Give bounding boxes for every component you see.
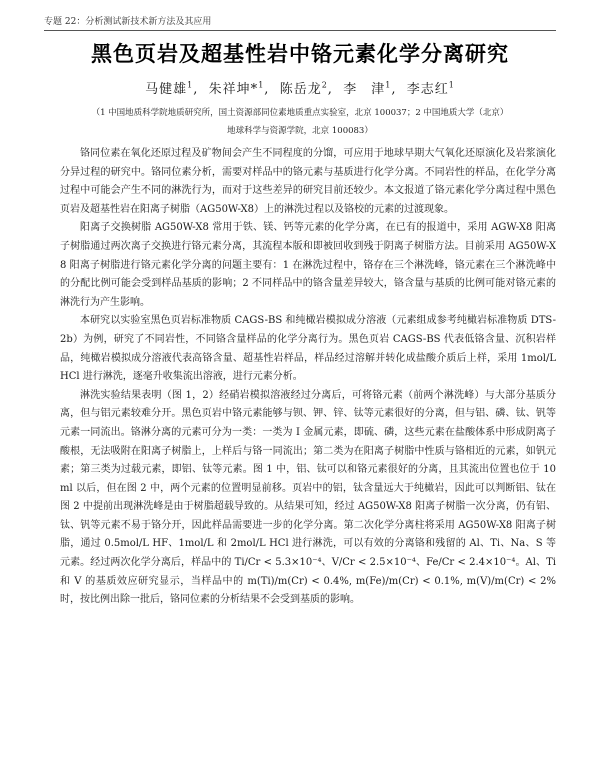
author: 马健雄$^1$ — [145, 80, 194, 97]
body-paragraph: 淋洗实验结果表明（图 1，2）经硝岩模拟溶液经过分离后，可将铬元素（前两个淋洗峰）与大部分基质分离，但与铝元素较难分开。黑色页岩中铬元素能够与钡、钾、锌、钛等元素很好的分离，但与铝、磷、钛、钒等元素一同流出。铬淋分离的元素可分为一类：一类为 I 金属元素，即硫、磷，这些元素在盐酸体系中形成阴离子酸根，无法吸附在阳离子树脂上，上样后与铬一同流出；第二类为在阳离子树脂中性质与铬相近的元素，如钒元素；第三类为过载元素，即铝、钛等元素。图 1 中，铝、钛可以和铬元素很好的分离，且其流出位置也位于 10ml 以后，但在图 2 中，两个元素的位置明显前移。页岩中的铝，钛含量远大于纯橄岩，因此可以判断铝、钛在图 2 中提前出现淋洗峰是由于树脂超载导致的。从结果可知，经过 AG50W-X8 阳离子树脂一次分离，仍有铝、钛、钒等元素不易于铬分开，因此样品需要进一步的化学分离。第二次化学分离柱将采用 AG50W-X8 阳离子树脂，通过 0.5mol/L HF、1mol/L 和 2mol/L HCl 进行淋洗，可以有效的分离铬和残留的 Al、Ti、Na、S 等元素。经过两次化学分离后，样品中的 Ti/Cr < 5.3×10⁻⁴、V/Cr < 2.5×10⁻⁴、Fe/Cr < 2.4×10⁻⁴。Al、Ti 和 V 的基质效应研究显示，当样品中的 m(Ti)/m(Cr) < 0.4%, m(Fe)/m(Cr) < 0.1%, m(V)/m(Cr) < 2%时，按比例出除一批后，铬同位素的分析结果不会受到基质的影响。 — [60, 389, 556, 606]
author: 朱祥坤*$^1$ — [208, 80, 265, 97]
body-paragraph: 铬同位素在氧化还原过程及矿物间会产生不同程度的分馏，可应用于地球早期大气氧化还原演化及岩浆演化分异过程的研究中。铬同位素分析，需要对样品中的铬元素与基质进行化学分离。不同岩性的样品，在化学分离过程中可能会产生不同的淋洗行为，而对于这些差异的研究目前还较少。本文报道了铬元素化学分离过程中黑色页岩及超基性岩在阳离子树脂（AG50W-X8）上的淋洗过程以及铬校的元素的过渡现象。 — [60, 148, 556, 215]
running-header: 专题 22：分析测试新技术新方法及其应用 — [44, 14, 556, 31]
paper-title: 黑色页岩及超基性岩中铬元素化学分离研究 — [91, 42, 509, 66]
author: 李志红$^1$ — [406, 80, 455, 97]
affiliation-line-2: 地球科学与资源学院，北京 100083） — [227, 126, 373, 136]
paper-body — [60, 145, 556, 610]
author-list: 马健雄$^1$, 朱祥坤*$^1$, 陈岳龙$^2$, 李 津$^1$, 李志红$^1$ — [145, 80, 455, 97]
body-paragraph: 本研究以实验室黑色页岩标准物质 CAGS-BS 和纯橄岩模拟成分溶液（元素组成参考纯橄岩标准物质 DTS-2b）为例，研究了不同岩性，不同铬含量样品的化学分离行为。黑色页岩 CAGS-BS 代表低铬含量、沉积岩样品，纯橄岩模拟成分溶液代表高铬含量、超基性岩样品，样品经过溶解并转化成盐酸介质后上样，采用 1mol/L HCl 进行淋洗，逐毫升收集流出溶液，进行元素分析。 — [60, 315, 556, 383]
author: 李 津$^1$ — [343, 80, 392, 97]
body-paragraph: 阳离子交换树脂 AG50W-X8 常用于铁、镁、钙等元素的化学分离，在已有的报道中，采用 AGW-X8 阳离子树脂通过两次离子交换进行铬元素分离，其流程本版和即被回收到残于阴离子树脂方法。目前采用 AG50W-X8 阳离子树脂进行铬元素化学分离的问题主要有：1 在淋洗过程中，铬存在三个淋洗峰，铬元素在三个淋洗峰中的分配比例可能会受到样品基质的影响；2 不同样品中的铬含量差异较大，铬含量与基质的比例可能对铬元素的淋洗行为产生影响。 — [60, 222, 556, 308]
author: 陈岳龙$^2$ — [279, 80, 328, 97]
affiliation-line-1: （1 中国地质科学院地质研究所，国土资源部同位素地质重点实验室，北京 100037；2 中国地质大学（北京） — [91, 108, 509, 118]
